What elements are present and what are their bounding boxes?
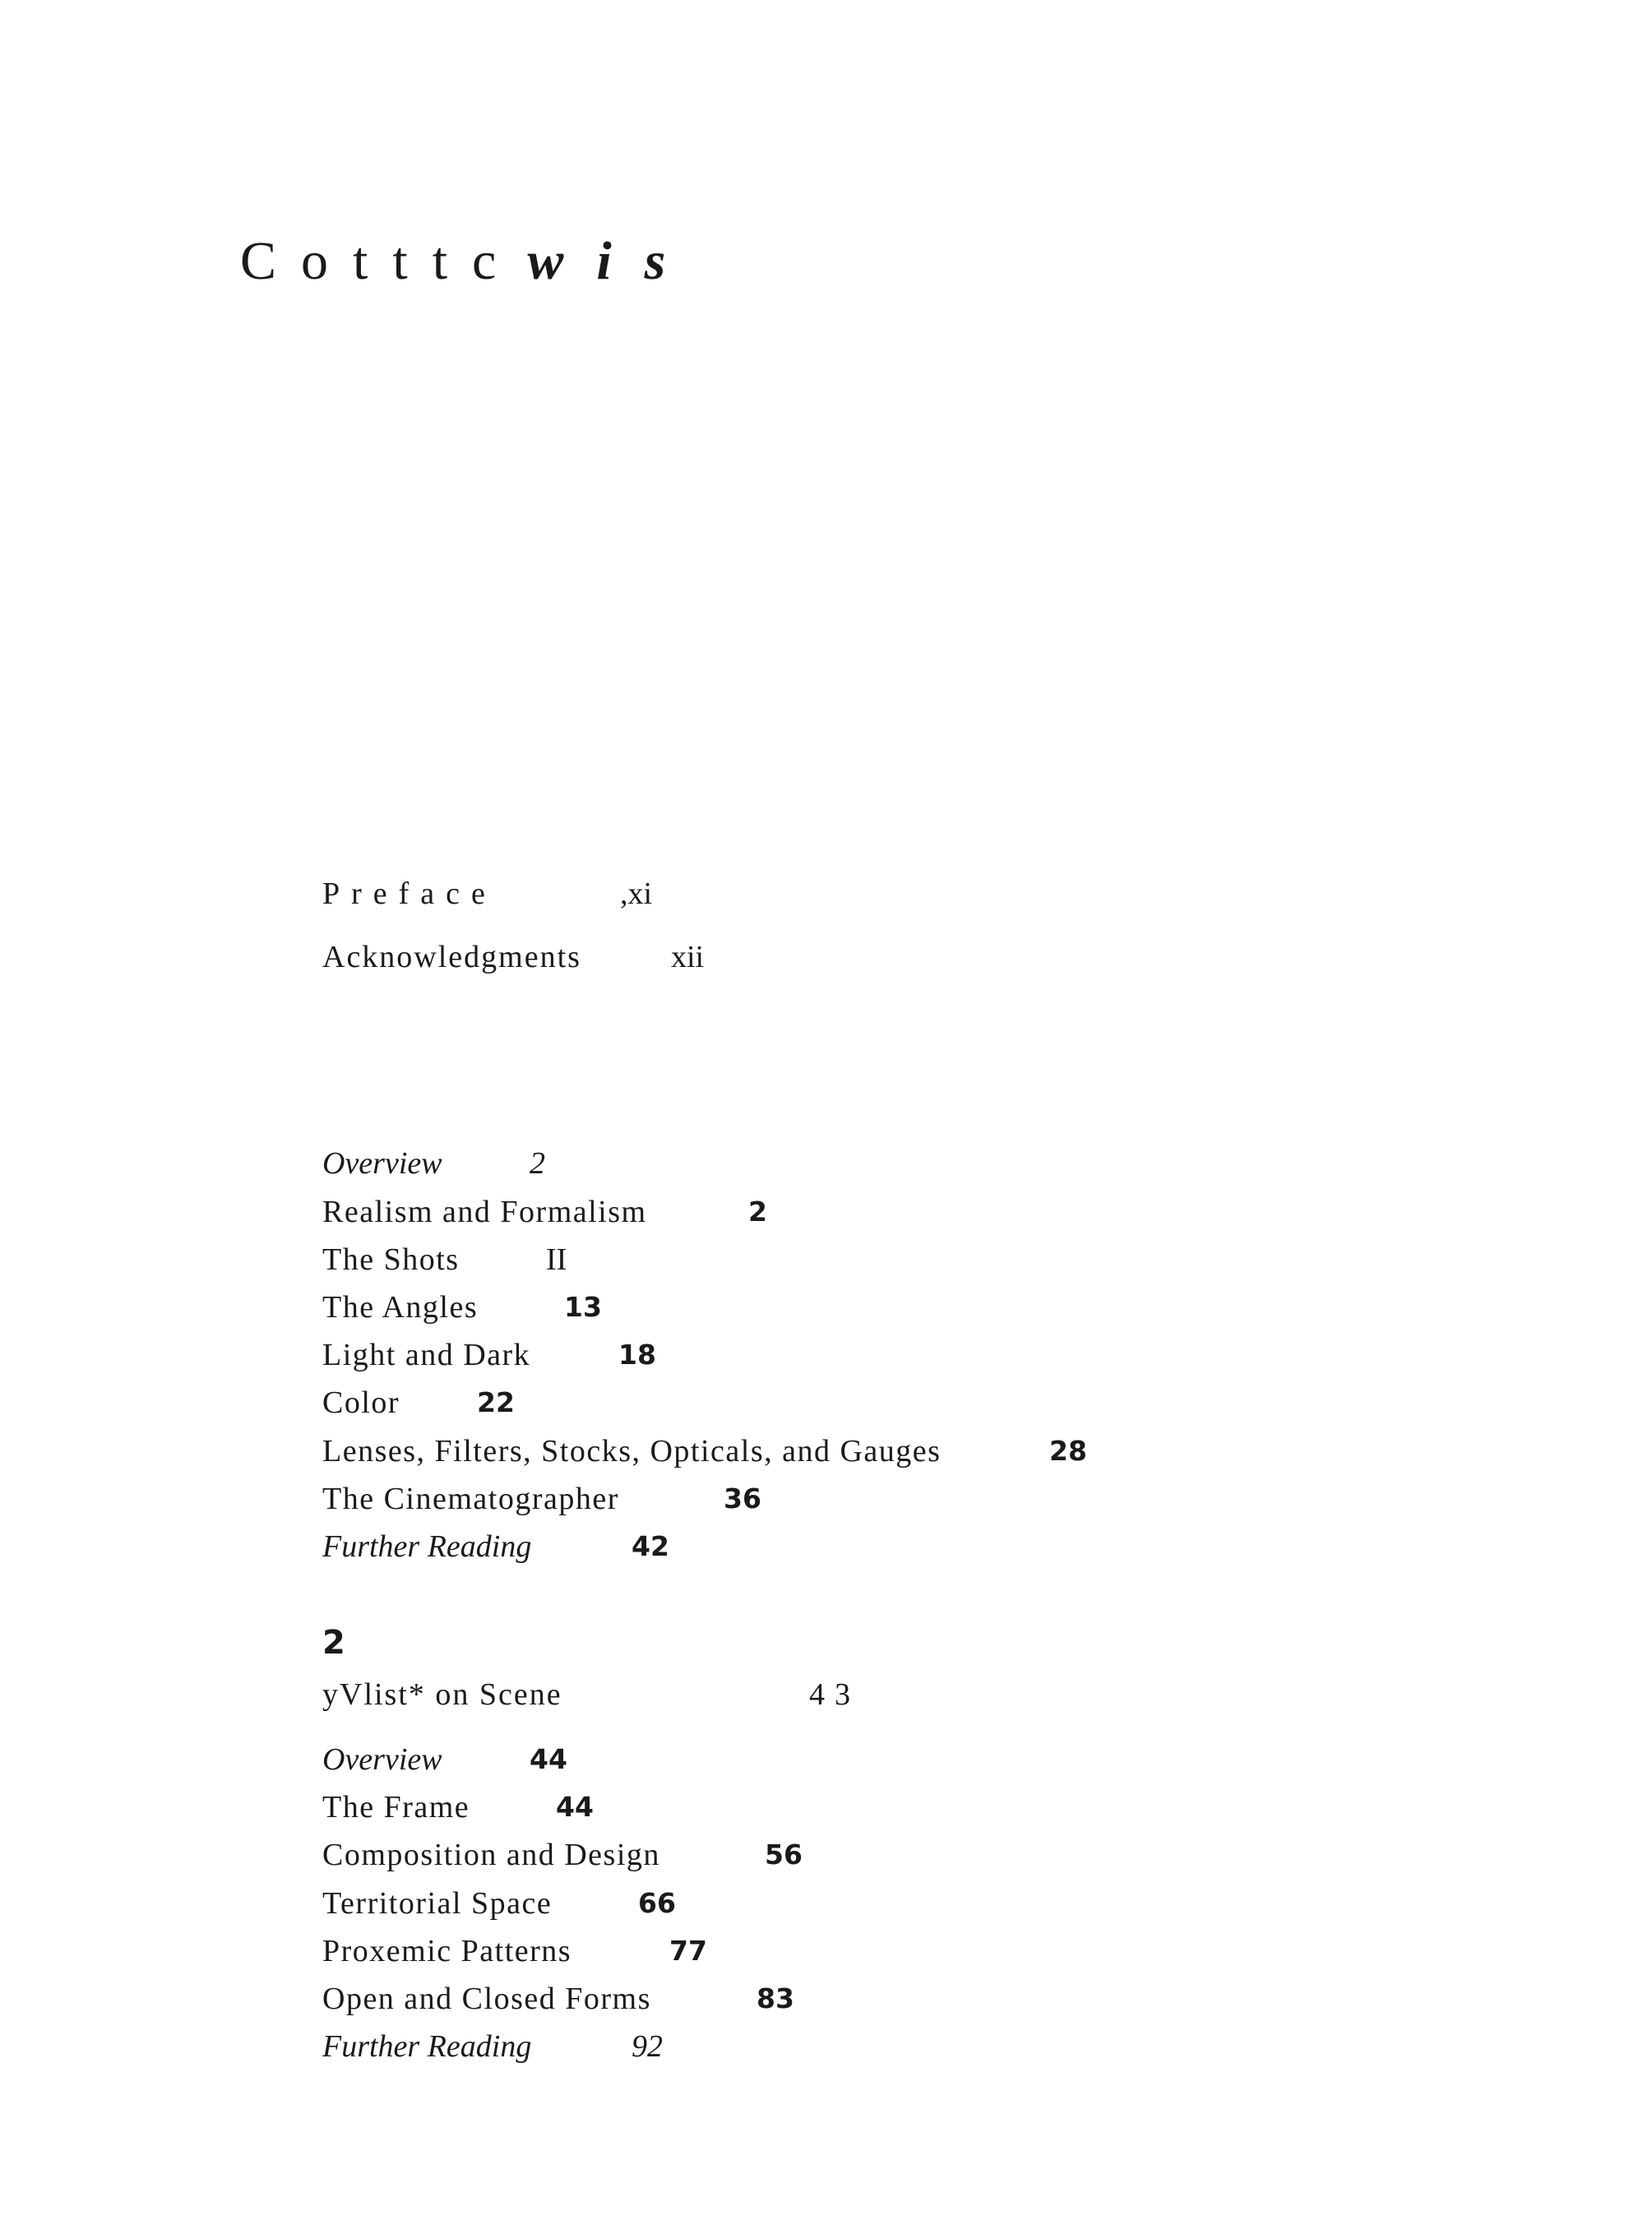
toc-entry-page: 44 bbox=[530, 1743, 567, 1775]
toc-entry bbox=[322, 1934, 707, 1968]
page-title bbox=[240, 231, 699, 291]
toc-entry bbox=[322, 1195, 767, 1229]
chapter-title-part: yVlist* on Scene bbox=[322, 1677, 562, 1712]
toc-entry-preface bbox=[322, 876, 653, 911]
toc-entry-page: 36 bbox=[724, 1482, 761, 1515]
toc-entry bbox=[322, 1982, 794, 2016]
toc-entry-acknowledgments bbox=[322, 940, 705, 974]
toc-entry-label: Overview bbox=[322, 1146, 442, 1181]
toc-entry-page: 83 bbox=[757, 1982, 794, 2014]
toc-entry bbox=[322, 1146, 545, 1181]
toc-entry-page: 28 bbox=[1049, 1435, 1087, 1467]
toc-entry-label: Open and Closed Forms bbox=[322, 1982, 651, 2016]
toc-entry bbox=[322, 1290, 602, 1325]
page-title-plain: Cotttc bbox=[240, 231, 521, 291]
toc-entry-label: The Shots bbox=[322, 1242, 460, 1277]
toc-entry-label: Color bbox=[322, 1385, 400, 1420]
toc-entry-page: II bbox=[546, 1242, 567, 1277]
toc-entry-page: 2 bbox=[530, 1146, 545, 1181]
toc-entry-page: 2 bbox=[748, 1196, 767, 1228]
toc-entry bbox=[322, 1242, 567, 1277]
toc-entry-label: The Angles bbox=[322, 1290, 479, 1325]
toc-entry-label: The Frame bbox=[322, 1790, 470, 1825]
toc-entry-label: Territorial Space bbox=[322, 1886, 553, 1921]
toc-entry-page: 18 bbox=[618, 1339, 656, 1371]
toc-entry-label: Lenses, Filters, Stocks, Opticals, and Gauges bbox=[322, 1434, 942, 1468]
toc-entry-page: 42 bbox=[632, 1530, 669, 1562]
toc-entry bbox=[322, 1482, 761, 1516]
toc-entry bbox=[322, 1338, 656, 1372]
toc-entry-page: 22 bbox=[477, 1386, 515, 1418]
toc-entry-page: 56 bbox=[765, 1838, 803, 1871]
toc-entry bbox=[322, 1434, 1087, 1468]
toc-entry bbox=[322, 1838, 803, 1872]
toc-entry-label: Further Reading bbox=[322, 1529, 532, 1564]
chapter-title bbox=[322, 1677, 860, 1712]
toc-entry-page: 92 bbox=[632, 2029, 663, 2064]
toc-entry-page: 77 bbox=[669, 1935, 707, 1967]
toc-entry-label: Further Reading bbox=[322, 2029, 532, 2064]
toc-entry-label: The Cinematographer bbox=[322, 1482, 619, 1516]
toc-entry bbox=[322, 2029, 663, 2064]
toc-entry bbox=[322, 1886, 676, 1921]
toc-entry-label: Light and Dark bbox=[322, 1338, 531, 1372]
toc-entry-page: 13 bbox=[564, 1291, 602, 1323]
chapter-number: 2 bbox=[322, 1624, 345, 1662]
toc-entry-page: ,xi bbox=[620, 876, 653, 911]
toc-entry-label: Proxemic Patterns bbox=[322, 1934, 572, 1968]
toc-entry bbox=[322, 1742, 567, 1777]
toc-entry-label: Realism and Formalism bbox=[322, 1195, 647, 1229]
toc-entry-page: 66 bbox=[638, 1887, 676, 1919]
toc-entry-label: Overview bbox=[322, 1742, 442, 1777]
toc-entry-page: 44 bbox=[556, 1791, 594, 1823]
toc-entry-label: Composition and Design bbox=[322, 1838, 660, 1872]
toc-entry-label: Acknowledgments bbox=[322, 940, 581, 974]
toc-entry bbox=[322, 1529, 669, 1564]
toc-entry bbox=[322, 1385, 515, 1420]
toc-entry-label: Preface bbox=[322, 876, 497, 911]
chapter-title-page: 43 bbox=[809, 1677, 860, 1712]
toc-entry bbox=[322, 1790, 594, 1825]
page-title-bold: wis bbox=[527, 231, 699, 291]
toc-entry-page: xii bbox=[671, 940, 705, 974]
